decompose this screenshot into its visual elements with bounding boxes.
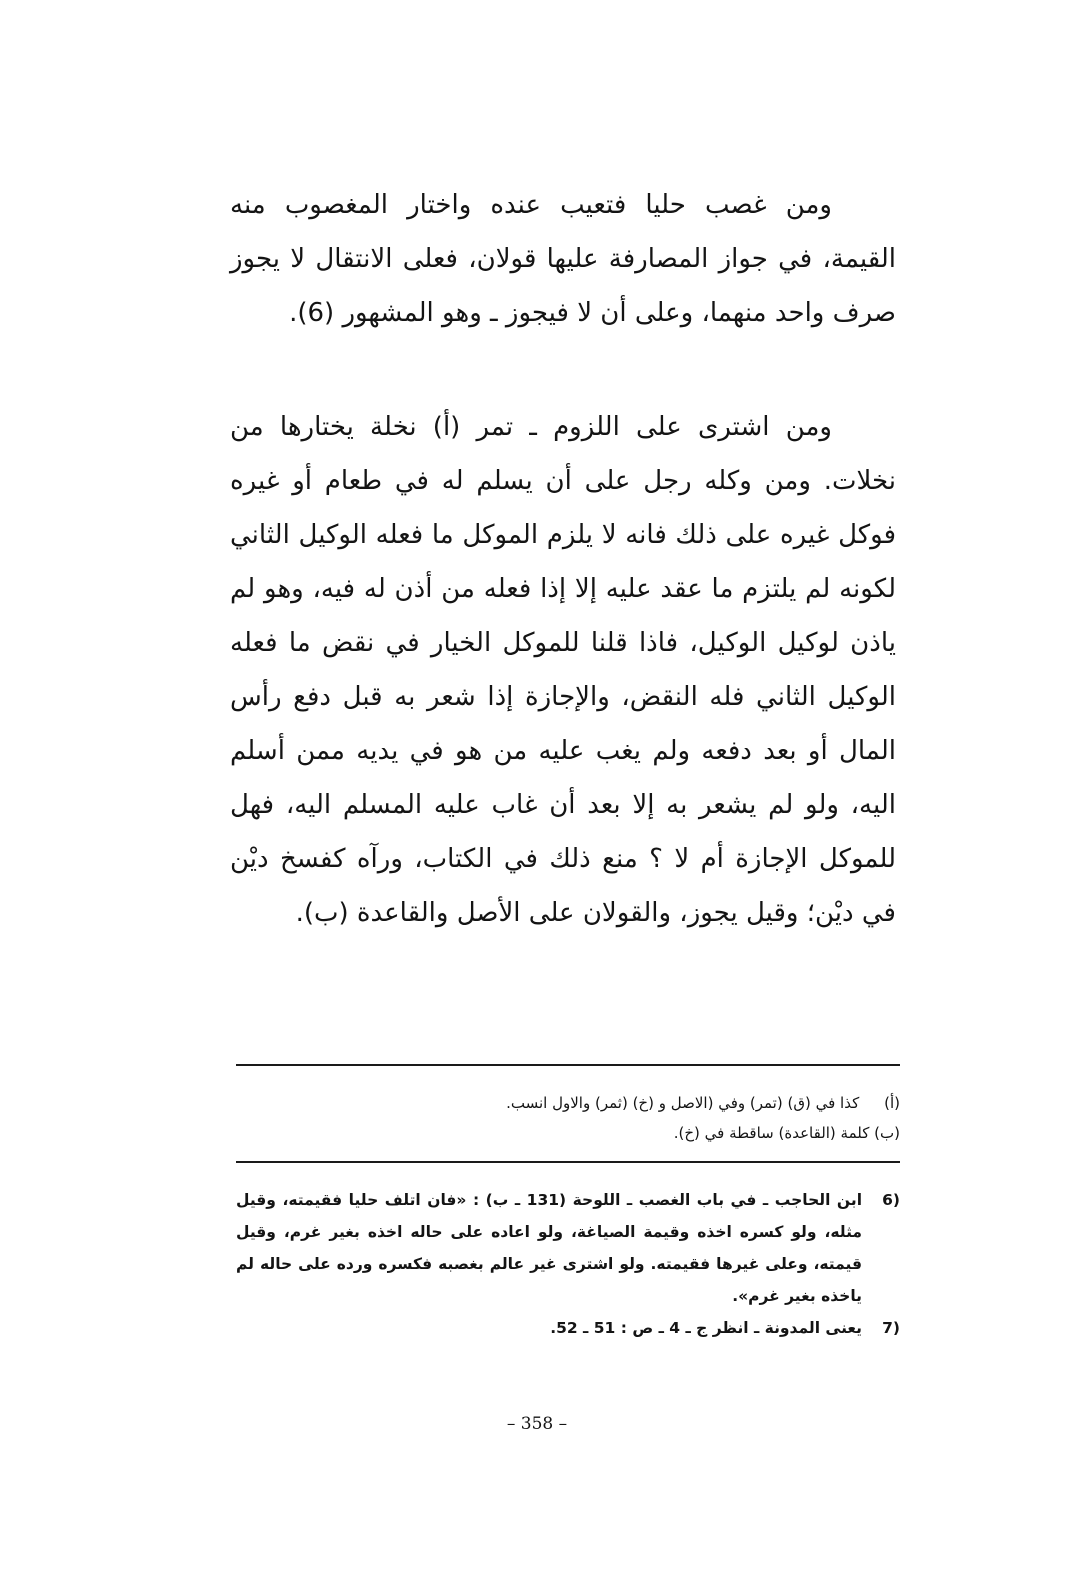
editorial-note (236, 1118, 900, 1148)
editorial-note (236, 1088, 900, 1118)
source-notes (236, 1184, 900, 1344)
editorial-note-text: كلمة (القاعدة) ساقطة في (خ). (673, 1124, 870, 1142)
source-note (236, 1312, 900, 1344)
source-note-text: ابن الحاجب ـ في باب الغصب ـ اللوحة (131 ـ ب) : «فان اتلف حليا فقيمته، وقيل مثله، ولو كسره اخذه وقيمة الصياغة، ولو اعاده على حاله اخذه بغير غرم، وقيل قيمته، وعلى غيرها فقيمته. ولو اشترى غير عالم بغصبه فكسره ورده على حاله لم ياخذه بغير غرم». (236, 1191, 863, 1305)
main-paragraph-2 (230, 400, 896, 940)
editorial-note-mark: (أ) (884, 1094, 900, 1112)
editorial-note-mark: (ب) (874, 1124, 900, 1142)
footnote-divider-top (236, 1064, 900, 1066)
source-note-text: يعنى المدونة ـ انظر ج ـ 4 ـ ص : 51 ـ 52. (550, 1319, 862, 1337)
main-paragraph-1 (230, 178, 896, 340)
page-number: – 358 – (506, 1414, 568, 1434)
editorial-notes (236, 1088, 900, 1148)
source-note (236, 1184, 900, 1312)
editorial-note-text: كذا في (ق) (تمر) وفي (الاصل و (خ) (ثمر) والاول انسب. (506, 1094, 860, 1112)
source-note-number: 7) (882, 1319, 900, 1337)
main-paragraph-1-text: ومن غصب حليا فتعيب عنده واختار المغصوب منه القيمة، في جواز المصارفة عليها قولان، فعلى الانتقال لا يجوز صرف واحد منهما، وعلى أن لا فيجوز ـ وهو المشهور (6). (230, 190, 896, 328)
source-note-number: 6) (882, 1191, 900, 1209)
footnote-divider-bottom (236, 1161, 900, 1163)
main-paragraph-2-text: ومن اشترى على اللزوم ـ تمر (أ) نخلة يختارها من نخلات. ومن وكله رجل على أن يسلم له في طعام أو غيره فوكل غيره على ذلك فانه لا يلزم الموكل ما فعله الوكيل الثاني لكونه لم يلتزم ما عقد عليه إلا إذا فعله من أذن له فيه، وهو لم ياذن لوكيل الوكيل، فاذا قلنا للموكل الخيار في نقض ما فعله الوكيل الثاني فله النقض، والإجازة إذا شعر به قبل دفع رأس المال أو بعد دفعه ولم يغب عليه من هو في يديه ممن أسلم اليه، ولو لم يشعر به إلا بعد أن غاب عليه المسلم اليه، فهل للموكل الإجازة أم لا ؟ منع ذلك في الكتاب، ورآه كفسخ ديْن في ديْن؛ وقيل يجوز، والقولان على الأصل والقاعدة (ب). (230, 412, 896, 928)
